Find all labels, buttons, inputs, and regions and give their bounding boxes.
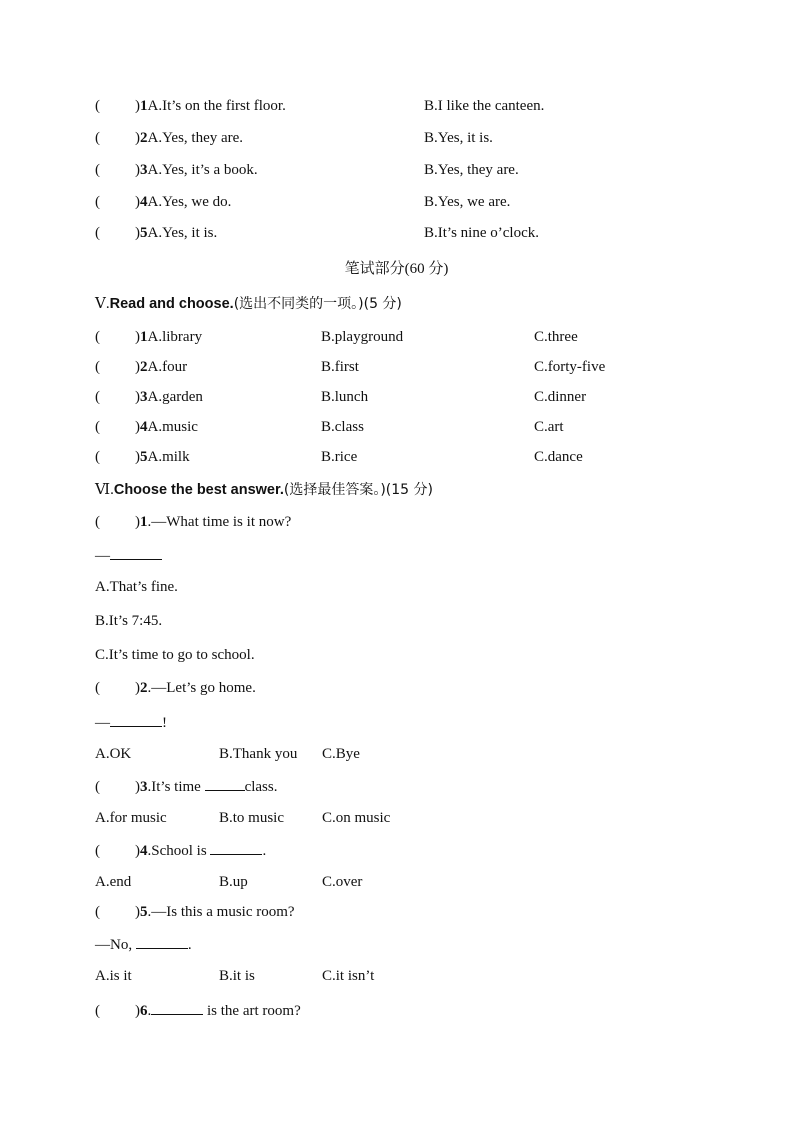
- option-b: B.class: [321, 419, 364, 435]
- item-number: 1: [140, 98, 148, 114]
- written-section-heading: [0, 258, 793, 278]
- s6-question-6: ( )6. is the art room?: [95, 1000, 301, 1020]
- option-a: A.end: [95, 874, 132, 890]
- s6-answer-line-5: —No, .: [95, 934, 192, 954]
- section-title: Choose the best answer.: [113, 482, 284, 498]
- s6-q5-options: [95, 966, 375, 986]
- answer-bracket: (: [95, 98, 100, 114]
- written-score: (60 分): [404, 261, 449, 277]
- s5-item-3: ( )3A.garden B.lunch C.dinner: [95, 389, 587, 405]
- s6-question-5: ( )5.—Is this a music room?: [95, 904, 295, 920]
- item-number: 5: [140, 225, 148, 241]
- answer-blank[interactable]: [210, 840, 262, 855]
- option-c: C.three: [534, 329, 578, 345]
- listening-item-2: ( )2A.Yes, they are. B.Yes, it is.: [95, 130, 493, 146]
- answer-bracket: (: [95, 162, 100, 178]
- s6-question-1: ( )1.—What time is it now?: [95, 514, 292, 530]
- s5-item-1: ( )1A.library B.playground C.three: [95, 329, 578, 345]
- answer-bracket: (: [95, 449, 100, 465]
- option-a: A.Yes, it is.: [147, 225, 218, 241]
- option-a: A.library: [147, 329, 203, 345]
- item-number: 1: [140, 329, 148, 345]
- listening-item-5: ( )5A.Yes, it is. B.It’s nine o’clock.: [95, 225, 539, 241]
- question-text: .—Let’s go home.: [147, 680, 256, 696]
- option-a: A.garden: [147, 389, 203, 405]
- section-instruction: (选择最佳答案。)(15 分): [283, 482, 433, 498]
- answer-bracket: (: [95, 514, 100, 530]
- option-b: B.first: [321, 359, 359, 375]
- item-number: 5: [140, 449, 148, 465]
- option-c: C.dinner: [534, 389, 587, 405]
- item-number: 2: [140, 680, 148, 696]
- answer-blank[interactable]: [110, 545, 162, 560]
- answer-bracket: (: [95, 194, 100, 210]
- option-b: B.to music: [219, 810, 285, 826]
- written-title: 笔试部分: [344, 259, 405, 277]
- answer-bracket: (: [95, 779, 100, 795]
- option-b: B.Thank you: [219, 746, 298, 762]
- section-6-heading: [95, 480, 433, 500]
- s6-answer-line-2: — !: [95, 712, 167, 732]
- item-number: 1: [140, 514, 148, 530]
- option-a: A.OK: [95, 746, 132, 762]
- question-text: .—What time is it now?: [147, 514, 292, 530]
- option-c: C.it isn’t: [322, 968, 375, 984]
- item-number: 2: [140, 130, 148, 146]
- option-b: B.it is: [219, 968, 255, 984]
- s6-q4-options: [95, 872, 363, 892]
- question-text: .—Is this a music room?: [147, 904, 295, 920]
- answer-bracket: (: [95, 225, 100, 241]
- item-number: 4: [140, 194, 148, 210]
- answer-blank[interactable]: [151, 1000, 203, 1015]
- item-number: 5: [140, 904, 148, 920]
- option-c: C.forty-five: [534, 359, 606, 375]
- option-b: B.Yes, it is.: [424, 130, 493, 146]
- answer-bracket: (: [95, 680, 100, 696]
- option-b: B.Yes, they are.: [424, 162, 519, 178]
- answer-bracket: (: [95, 904, 100, 920]
- answer-blank[interactable]: [205, 776, 245, 791]
- option-c: C.art: [534, 419, 564, 435]
- section-5-heading: [95, 294, 402, 314]
- option-b: B.up: [219, 874, 248, 890]
- option-b: B.I like the canteen.: [424, 98, 545, 114]
- s6-question-4: ( )4.School is .: [95, 840, 266, 860]
- option-b: B.playground: [321, 329, 404, 345]
- item-number: 2: [140, 359, 148, 375]
- option-a: A.for music: [95, 810, 167, 826]
- listening-item-1: ( )1A.It’s on the first floor. B.I like the canteen.: [95, 98, 545, 114]
- option-c: C.Bye: [322, 746, 360, 762]
- listening-item-4: ( )4A.Yes, we do. B.Yes, we are.: [95, 194, 511, 210]
- item-number: 4: [140, 419, 148, 435]
- s6-q1-option-c: C.It’s time to go to school.: [95, 647, 255, 663]
- option-c: C.on music: [322, 810, 391, 826]
- option-c: C.over: [322, 874, 363, 890]
- answer-bracket: (: [95, 389, 100, 405]
- option-b: B.It’s nine o’clock.: [424, 225, 539, 241]
- answer-blank[interactable]: [136, 934, 188, 949]
- option-c: C.dance: [534, 449, 583, 465]
- item-number: 6: [140, 1003, 148, 1019]
- s6-q1-option-b: B.It’s 7:45.: [95, 613, 163, 629]
- item-number: 4: [140, 843, 148, 859]
- option-a: A.is it: [95, 968, 132, 984]
- answer-blank[interactable]: [110, 712, 162, 727]
- item-number: 3: [140, 389, 148, 405]
- s6-q3-options: [95, 808, 391, 828]
- option-a: A.Yes, they are.: [147, 130, 244, 146]
- item-number: 3: [140, 779, 148, 795]
- option-b: B.Yes, we are.: [424, 194, 511, 210]
- answer-bracket: (: [95, 359, 100, 375]
- option-a: A.four: [147, 359, 188, 375]
- answer-bracket: (: [95, 419, 100, 435]
- s5-item-2: ( )2A.four B.first C.forty-five: [95, 359, 606, 375]
- listening-item-3: ( )3A.Yes, it’s a book. B.Yes, they are.: [95, 162, 519, 178]
- s5-item-5: ( )5A.milk B.rice C.dance: [95, 449, 583, 465]
- option-a: A.milk: [147, 449, 190, 465]
- option-b: B.lunch: [321, 389, 369, 405]
- answer-bracket: (: [95, 329, 100, 345]
- section-numeral: Ⅴ.: [95, 296, 110, 312]
- option-a: A.Yes, we do.: [147, 194, 232, 210]
- section-title: Read and choose.: [109, 296, 234, 312]
- s6-answer-line-1: —: [95, 545, 162, 565]
- s6-question-2: ( )2.—Let’s go home.: [95, 680, 256, 696]
- s6-q2-options: [95, 744, 360, 764]
- s6-question-3: ( )3.It’s time class.: [95, 776, 278, 796]
- item-number: 3: [140, 162, 148, 178]
- option-a: A.music: [147, 419, 198, 435]
- option-a: A.It’s on the first floor.: [147, 98, 286, 114]
- answer-bracket: (: [95, 1003, 100, 1019]
- section-instruction: (选出不同类的一项。)(5 分): [233, 296, 402, 312]
- option-a: A.Yes, it’s a book.: [147, 162, 258, 178]
- answer-bracket: (: [95, 130, 100, 146]
- s5-item-4: ( )4A.music B.class C.art: [95, 419, 564, 435]
- s6-q1-option-a: A.That’s fine.: [95, 579, 178, 595]
- section-numeral: Ⅵ.: [95, 482, 114, 498]
- answer-bracket: (: [95, 843, 100, 859]
- option-b: B.rice: [321, 449, 358, 465]
